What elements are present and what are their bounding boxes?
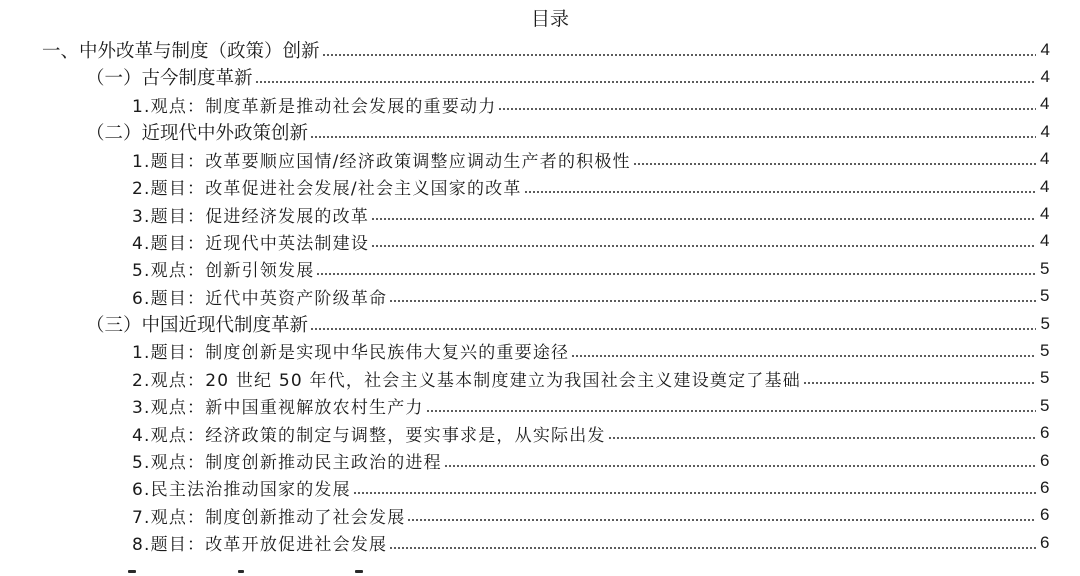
dot-leader <box>498 108 1036 110</box>
toc-list <box>0 36 1080 556</box>
toc-entry-label: （三）中国近现代制度革新 <box>86 314 309 336</box>
toc-entry[interactable] <box>0 36 1080 63</box>
toc-entry-page-number: 4 <box>1040 231 1051 251</box>
toc-entry-label: 一、中外改革与制度（政策）创新 <box>42 40 320 62</box>
toc-entry-page-number: 4 <box>1040 67 1050 87</box>
toc-entry-page-number: 6 <box>1040 450 1051 470</box>
toc-entry[interactable] <box>0 283 1080 310</box>
toc-entry-page-number: 4 <box>1040 121 1050 141</box>
dot-leader <box>389 547 1036 549</box>
toc-entry-label: 2.题目：改革促进社会发展/社会主义国家的改革 <box>132 179 522 200</box>
toc-entry[interactable] <box>0 173 1080 200</box>
toc-title: 目录 <box>530 8 569 30</box>
toc-entry[interactable] <box>0 474 1080 501</box>
toc-entry-label: 1.题目：制度创新是实现中华民族伟大复兴的重要途径 <box>132 343 570 364</box>
toc-entry-label: 1.题目：改革要顺应国情/经济政策调整应调动生产者的积极性 <box>132 151 631 172</box>
toc-entry-label: 3.题目：促进经济发展的改革 <box>132 206 370 227</box>
toc-entry-label: 5.观点：创新引领发展 <box>132 261 315 282</box>
toc-entry-page-number: 6 <box>1040 423 1051 443</box>
toc-entry-label: 3.观点：新中国重视解放农村生产力 <box>132 398 424 419</box>
toc-entry-label: （二）近现代中外政策创新 <box>86 122 309 144</box>
dot-leader <box>255 81 1036 83</box>
toc-entry-page-number: 5 <box>1040 258 1051 278</box>
toc-entry[interactable] <box>0 255 1080 282</box>
dot-leader <box>310 136 1036 138</box>
cutoff-partial-row <box>0 566 1080 576</box>
toc-entry[interactable] <box>0 447 1080 474</box>
toc-entry[interactable] <box>0 419 1080 446</box>
dot-leader <box>371 218 1036 220</box>
toc-entry[interactable] <box>0 392 1080 419</box>
toc-entry-label: 6.题目：近代中英资产阶级革命 <box>132 288 388 309</box>
toc-entry[interactable] <box>0 337 1080 364</box>
dot-leader <box>608 437 1036 439</box>
toc-entry[interactable] <box>0 146 1080 173</box>
dot-leader <box>353 492 1036 494</box>
toc-entry[interactable] <box>0 91 1080 118</box>
toc-entry[interactable] <box>0 365 1080 392</box>
toc-entry-page-number: 4 <box>1040 94 1051 114</box>
dot-leader <box>310 328 1036 330</box>
dot-leader <box>571 355 1036 357</box>
toc-entry-label: 8.题目：改革开放促进社会发展 <box>132 535 388 556</box>
dot-leader <box>389 300 1036 302</box>
toc-entry[interactable] <box>0 502 1080 529</box>
toc-entry-label: 1.观点：制度革新是推动社会发展的重要动力 <box>132 96 497 117</box>
toc-entry-page-number: 5 <box>1040 368 1051 388</box>
toc-entry-label: 7.观点：制度创新推动了社会发展 <box>132 507 406 528</box>
toc-entry[interactable] <box>0 310 1080 337</box>
dot-leader <box>803 382 1036 384</box>
toc-entry[interactable] <box>0 118 1080 145</box>
toc-entry[interactable] <box>0 63 1080 90</box>
dot-leader <box>444 465 1036 467</box>
dot-leader <box>322 54 1036 56</box>
dot-leader <box>426 410 1036 412</box>
toc-entry-page-number: 5 <box>1040 313 1050 333</box>
toc-entry-page-number: 4 <box>1040 149 1051 169</box>
toc-entry-label: （一）古今制度革新 <box>86 68 253 90</box>
toc-entry[interactable] <box>0 200 1080 227</box>
toc-entry-page-number: 6 <box>1040 505 1051 525</box>
toc-entry[interactable] <box>0 228 1080 255</box>
toc-entry-label: 5.观点：制度创新推动民主政治的进程 <box>132 453 442 474</box>
dot-leader <box>371 245 1036 247</box>
dot-leader <box>407 519 1036 521</box>
toc-entry-page-number: 5 <box>1040 286 1051 306</box>
toc-entry-page-number: 6 <box>1040 477 1051 497</box>
toc-entry-label: 4.题目：近现代中英法制建设 <box>132 233 370 254</box>
dot-leader <box>524 191 1036 193</box>
toc-entry-page-number: 5 <box>1040 395 1051 415</box>
toc-entry-page-number: 4 <box>1040 176 1051 196</box>
toc-entry-page-number: 5 <box>1040 340 1051 360</box>
toc-entry-page-number: 4 <box>1040 39 1050 59</box>
toc-entry-label: 6.民主法治推动国家的发展 <box>132 480 351 501</box>
dot-leader <box>316 273 1036 275</box>
toc-entry-page-number: 4 <box>1040 204 1051 224</box>
toc-entry-page-number: 6 <box>1040 532 1051 552</box>
toc-entry[interactable] <box>0 529 1080 556</box>
toc-entry-label: 4.观点：经济政策的制定与调整，要实事求是，从实际出发 <box>132 425 606 446</box>
toc-entry-label: 2.观点：20 世纪 50 年代，社会主义基本制度建立为我国社会主义建设奠定了基础 <box>132 370 801 391</box>
dot-leader <box>633 163 1036 165</box>
